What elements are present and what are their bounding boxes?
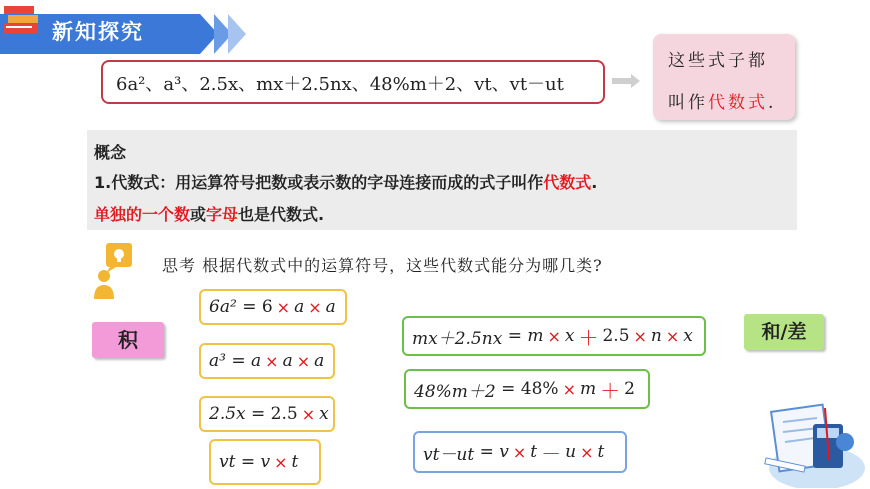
concept-heading: 概念 xyxy=(94,143,127,162)
arrow-right-icon xyxy=(612,74,640,88)
page-title: 新知探究 xyxy=(52,20,144,44)
expressions-text: 6a²、a³、2.5x、mx＋2.5nx、48%m＋2、vt、vt－ut xyxy=(116,74,564,95)
formula-a3: a³ = a × a × a xyxy=(199,343,335,379)
concept-line1: 1.代数式：用运算符号把数或表示数的字母连接而成的式子叫作代数式. xyxy=(94,173,598,192)
concept-line2: 单独的一个数或字母也是代数式. xyxy=(94,205,325,224)
note-line1: 这些式子都 xyxy=(668,51,768,71)
sum-difference-tag: 和/差 xyxy=(744,314,824,350)
product-tag: 积 xyxy=(92,322,164,358)
think-question: 思考 根据代数式中的运算符号，这些代数式能分为哪几类? xyxy=(162,256,603,275)
formula-mx-2-5nx: mx＋2.5nx = m × x ＋ 2.5 × n × x xyxy=(402,316,706,356)
formula-48pct-m: 48%m＋2 = 48% × m ＋ 2 xyxy=(404,369,650,409)
note-line2: 叫作代数式. xyxy=(668,93,777,113)
formula-6a2: 6a² = 6 × a × a xyxy=(199,289,347,325)
formula-vt-ut: vt－ut = v × t － u × t xyxy=(413,431,627,473)
books-icon xyxy=(2,2,46,38)
chevron-decoration xyxy=(228,14,246,54)
thinking-person-icon xyxy=(92,243,134,301)
math-illustration-icon xyxy=(755,388,867,488)
formula-2-5x: 2.5x = 2.5 × x xyxy=(199,396,335,432)
formula-vt: vt = v × t xyxy=(209,439,321,485)
